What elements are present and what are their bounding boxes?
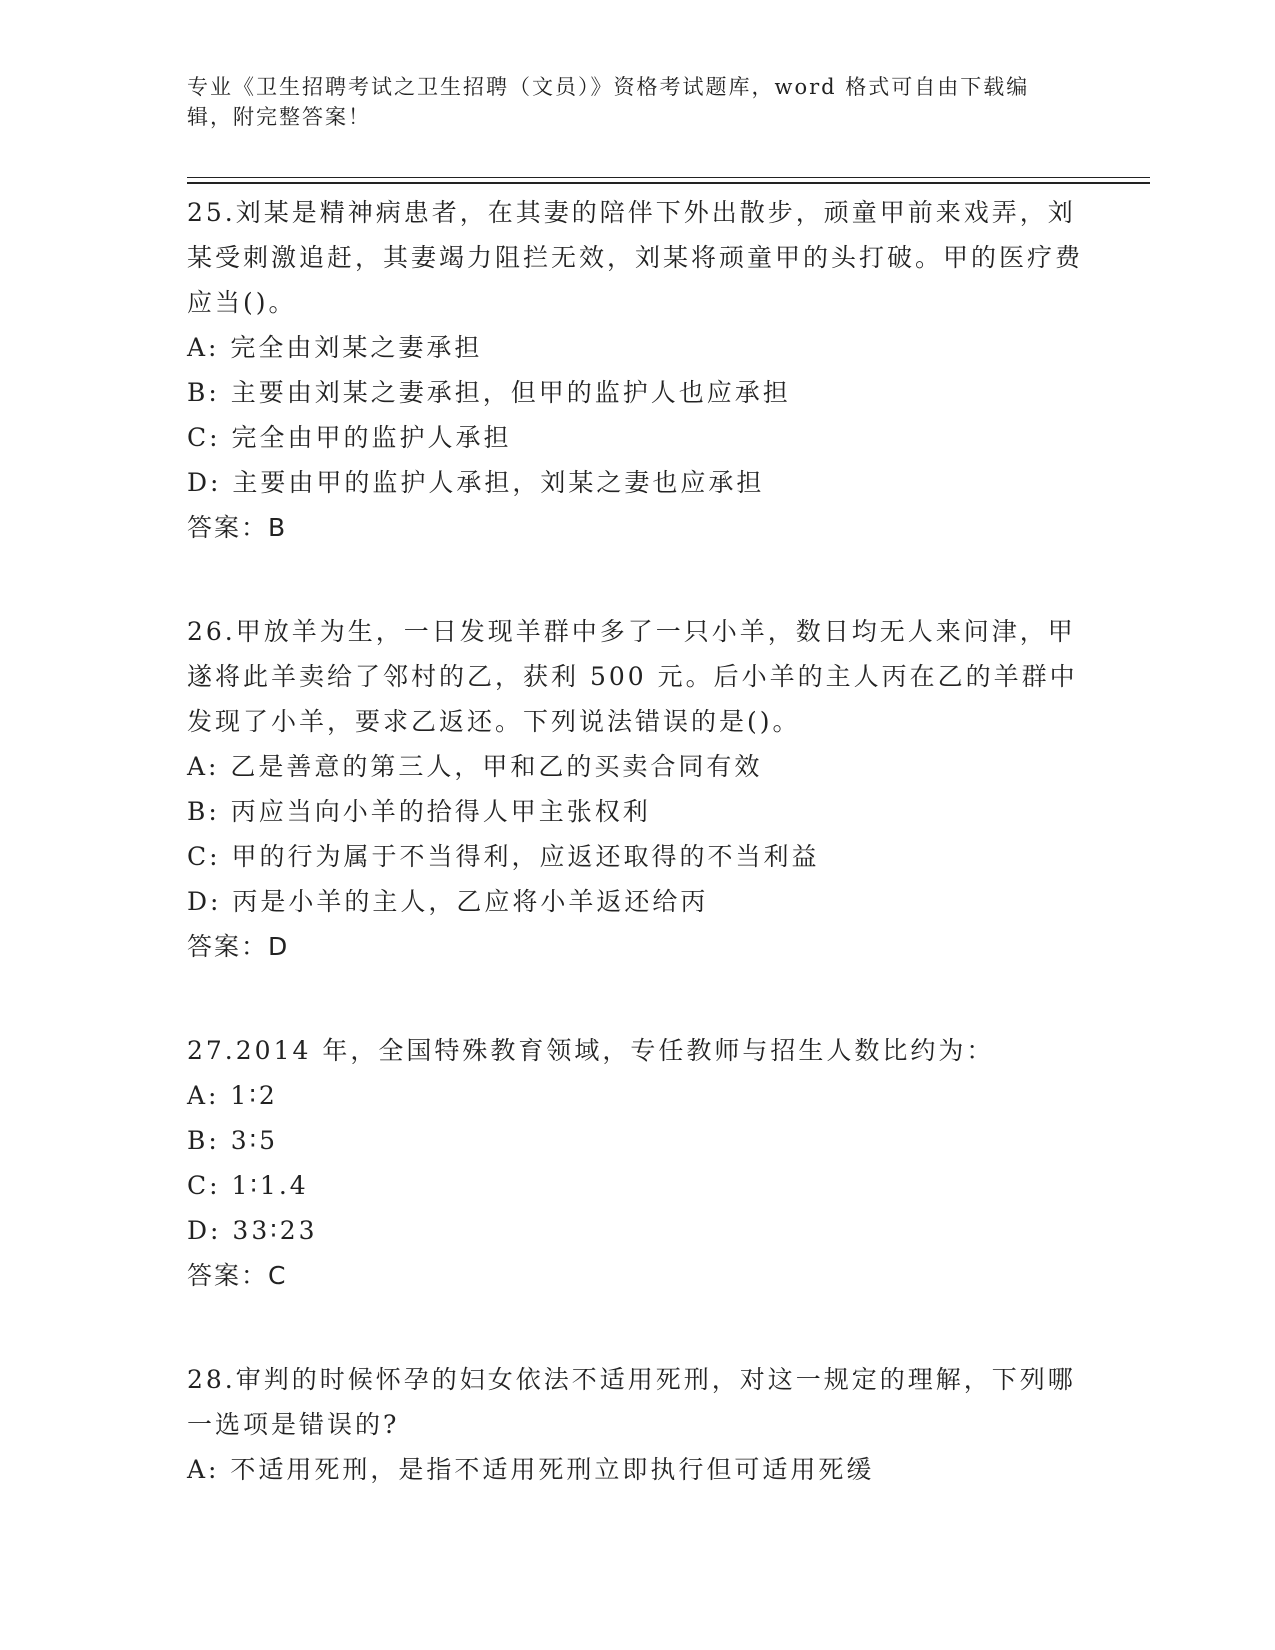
option-a: A: 乙是善意的第三人，甲和乙的买卖合同有效 [187, 752, 763, 781]
option-d: D: 33∶23 [187, 1216, 318, 1245]
option-b: B: 3∶5 [187, 1126, 279, 1155]
answer: 答案：D [187, 932, 290, 961]
option-c: C: 完全由甲的监护人承担 [187, 423, 512, 452]
question-26 [187, 609, 1087, 969]
option-b: B: 主要由刘某之妻承担，但甲的监护人也应承担 [187, 378, 791, 407]
option-a: A: 1∶2 [187, 1081, 278, 1110]
question-text: 28.审判的时候怀孕的妇女依法不适用死刑，对这一规定的理解，下列哪一选项是错误的? [187, 1365, 1076, 1439]
question-text: 27.2014 年，全国特殊教育领域，专任教师与招生人数比约为： [187, 1036, 995, 1065]
option-c: C: 甲的行为属于不当得利，应返还取得的不当利益 [187, 842, 820, 871]
option-c: C: 1∶1.4 [187, 1171, 309, 1200]
question-list [187, 190, 1087, 1551]
option-a: A: 不适用死刑，是指不适用死刑立即执行但可适用死缓 [187, 1455, 875, 1484]
question-text: 26.甲放羊为生，一日发现羊群中多了一只小羊，数日均无人来问津，甲遂将此羊卖给了邻村的乙，获利 500 元。后小羊的主人丙在乙的羊群中发现了小羊，要求乙返还。下列说法错误的是()。 [187, 617, 1078, 736]
option-d: D: 丙是小羊的主人，乙应将小羊返还给丙 [187, 887, 709, 916]
answer: 答案：C [187, 1261, 288, 1290]
question-28 [187, 1357, 1087, 1492]
answer: 答案：B [187, 513, 288, 542]
option-b: B: 丙应当向小羊的拾得人甲主张权利 [187, 797, 651, 826]
question-25 [187, 190, 1087, 550]
option-d: D: 主要由甲的监护人承担，刘某之妻也应承担 [187, 468, 765, 497]
question-text: 25.刘某是精神病患者，在其妻的陪伴下外出散步，顽童甲前来戏弄，刘某受刺激追赶，其妻竭力阻拦无效，刘某将顽童甲的头打破。甲的医疗费应当()。 [187, 198, 1084, 317]
header-divider-thin [187, 177, 1150, 178]
question-27 [187, 1028, 1087, 1298]
document-header: 专业《卫生招聘考试之卫生招聘（文员）》资格考试题库，word 格式可自由下载编辑，附完整答案！ [187, 75, 1030, 129]
option-a: A: 完全由刘某之妻承担 [187, 333, 483, 362]
header-divider-thick [187, 182, 1150, 184]
